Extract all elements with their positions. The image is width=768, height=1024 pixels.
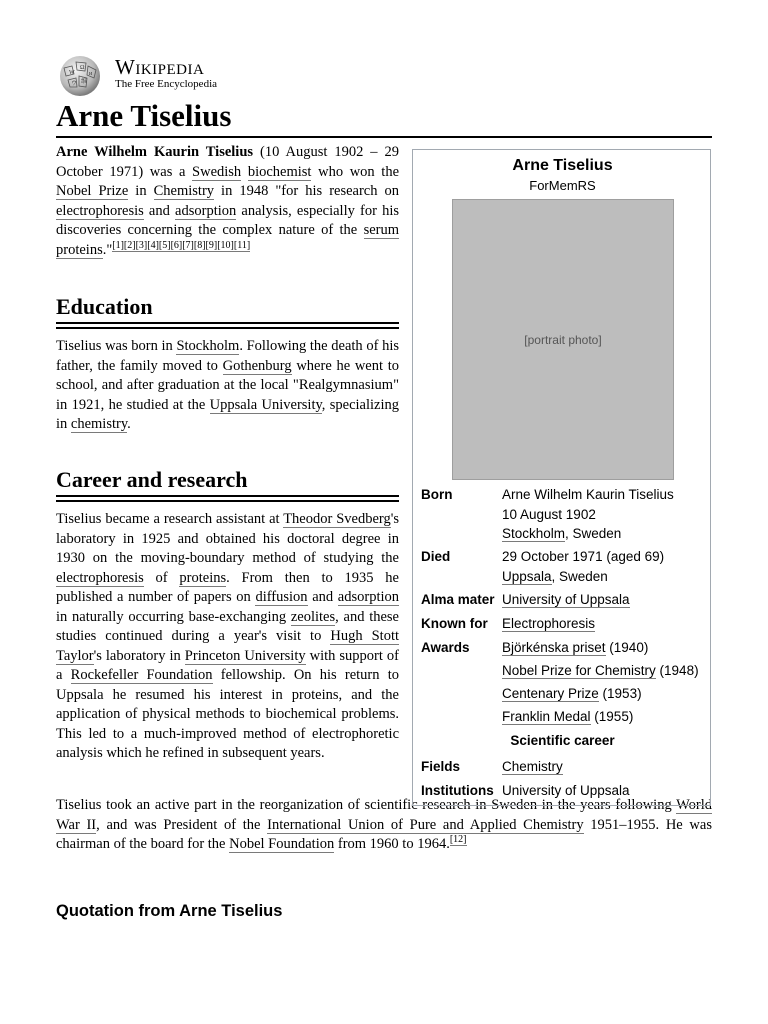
page-title: Arne Tiselius <box>56 98 232 133</box>
wordmark-title: Wikipedia <box>115 55 205 79</box>
link-fields[interactable]: Chemistry <box>502 759 563 774</box>
link-zeolites[interactable]: zeolites <box>290 608 336 625</box>
link-theodor-svedberg[interactable]: Theodor Svedberg <box>283 511 391 527</box>
wordmark-tagline: The Free Encyclopedia <box>115 78 218 90</box>
award-item: Centenary Prize (1953) <box>502 686 642 701</box>
awards-list <box>502 638 707 730</box>
link-uppsala-university[interactable]: Uppsala University <box>209 396 322 413</box>
died-value: 29 October 1971 (aged 69) Uppsala, Sweden <box>502 549 665 584</box>
link-biochemist[interactable]: biochemist <box>247 163 312 180</box>
link-alma-mater[interactable]: University of Uppsala <box>502 592 630 607</box>
link-award[interactable]: Nobel Prize for Chemistry <box>502 663 656 678</box>
award-item: Björkénska priset (1940) <box>502 640 649 655</box>
reference-link-12[interactable]: [12] <box>449 834 467 845</box>
link-electrophoresis-2[interactable]: electrophoresis <box>56 569 144 586</box>
fields-label: Fields <box>421 759 461 774</box>
education-paragraph: Tiselius was born in Stockholm. Following the death of his father, the family moved to Gothenburg where he went to school, and after graduation at the local "Realgymnasium" in 1921, he studied at the Uppsala University, specializing in chemistry. <box>56 338 399 432</box>
link-award[interactable]: Björkénska priset <box>502 640 606 655</box>
scientific-career-heading: Scientific career <box>510 733 615 748</box>
awards-label: Awards <box>421 640 470 655</box>
wikipedia-wordmark[interactable] <box>115 56 217 91</box>
link-award[interactable]: Centenary Prize <box>502 686 599 701</box>
intro-paragraph: Arne Wilhelm Kaurin Tiselius (10 August 1902 – 29 October 1971) was a Swedish biochemist who won the Nobel Prize in Chemistry in 1948 "for his research on electrophoresis and adsorption analysis, especially for his discoveries concerning the complex nature of the serum proteins."[1][2][3][4][5][6][7][8][9][10][11] <box>56 144 400 258</box>
career-paragraph: Tiselius became a research assistant at Theodor Svedberg's laboratory in 1925 and obtained his doctoral degree in 1930 on the moving-boundary method of studying the electrophoresis of proteins. From then to 1935 he published a number of papers on diffusion and adsorption in naturally occurring base-exchanging zeolites, and these studies continued during a year's visit to Hugh Stott Taylor's laboratory in Princeton University with support of a Rockefeller Foundation fellowship. On his return to Uppsala he resumed his interest in proteins, and the application of physical methods to biochemical problems. This led to a much-improved method of electrophoretic analysis which he refined in subsequent years. <box>56 511 400 761</box>
link-serum-proteins[interactable]: serum proteins <box>56 222 399 258</box>
link-rockefeller-foundation[interactable]: Rockefeller Foundation <box>70 667 213 683</box>
svg-text:W: W <box>69 70 75 76</box>
link-proteins[interactable]: proteins <box>179 569 227 586</box>
career-heading: Career and research <box>56 467 248 492</box>
link-died-place[interactable]: Uppsala <box>502 568 552 584</box>
link-chemistry-2[interactable]: chemistry <box>70 416 128 432</box>
award-item: Franklin Medal (1955) <box>502 709 634 724</box>
infobox <box>412 149 711 806</box>
education-divider <box>56 322 399 329</box>
born-label: Born <box>421 487 453 502</box>
svg-text:и: и <box>89 71 93 77</box>
link-adsorption-2[interactable]: adsorption <box>337 589 399 605</box>
link-electrophoresis[interactable]: electrophoresis <box>56 202 144 219</box>
link-hugh-stott-taylor[interactable]: Hugh Stott Taylor <box>56 628 400 664</box>
svg-text:ウ: ウ <box>71 81 78 87</box>
link-world-war-ii[interactable]: World War II <box>56 797 712 833</box>
portrait-photo-placeholder: [portrait photo] <box>524 332 602 347</box>
infobox-subtitle: ForMemRS <box>529 178 596 193</box>
died-label: Died <box>421 549 451 564</box>
portrait-photo[interactable] <box>452 199 674 480</box>
link-nobel-foundation[interactable]: Nobel Foundation <box>229 836 335 852</box>
quotation-heading: Quotation from Arne Tiselius <box>56 902 283 920</box>
education-heading: Education <box>56 294 153 319</box>
institutions-label: Institutions <box>421 783 494 798</box>
link-iupac[interactable]: International Union of Pure and Applied Chemistry <box>267 816 584 833</box>
subject-name: Arne Wilhelm Kaurin Tiselius <box>56 144 254 160</box>
link-swedish[interactable]: Swedish <box>192 163 242 180</box>
link-stockholm[interactable]: Stockholm <box>176 338 240 354</box>
career-divider <box>56 495 399 502</box>
award-item: Nobel Prize for Chemistry (1948) <box>502 663 699 678</box>
svg-text:Ω: Ω <box>80 65 85 71</box>
link-diffusion[interactable]: diffusion <box>255 589 308 605</box>
alma-mater-label: Alma mater <box>421 592 495 607</box>
svg-text:维: 维 <box>81 79 88 85</box>
known-for-label: Known for <box>421 616 488 631</box>
link-gothenburg[interactable]: Gothenburg <box>222 357 292 374</box>
title-divider <box>56 136 712 138</box>
link-born-place[interactable]: Stockholm <box>502 526 566 541</box>
link-adsorption[interactable]: adsorption <box>175 202 237 219</box>
link-princeton-university[interactable]: Princeton University <box>184 647 306 664</box>
link-known-for[interactable]: Electrophoresis <box>502 616 596 631</box>
infobox-name: Arne Tiselius <box>512 157 613 174</box>
link-award[interactable]: Franklin Medal <box>502 709 591 724</box>
reference-links[interactable]: [1][2][3][4][5][6][7][8][9][10][11] <box>112 239 251 251</box>
born-value: Arne Wilhelm Kaurin Tiselius 10 August 1902 Stockholm, Sweden <box>502 487 674 541</box>
link-nobel-prize[interactable]: Nobel Prize <box>56 183 129 199</box>
link-chemistry[interactable]: Chemistry <box>153 183 215 199</box>
institutions-value: University of Uppsala <box>502 783 630 798</box>
reorganization-paragraph: Tiselius took an active part in the reorganization of scientific research in Sweden in the years following World War II, and was President of the International Union of Pure and Applied Chemistry 1951–1955. He was chairman of the board for the Nobel Foundation from 1960 to 1964.[12] <box>56 797 712 852</box>
wikipedia-globe-icon[interactable] <box>56 54 106 98</box>
